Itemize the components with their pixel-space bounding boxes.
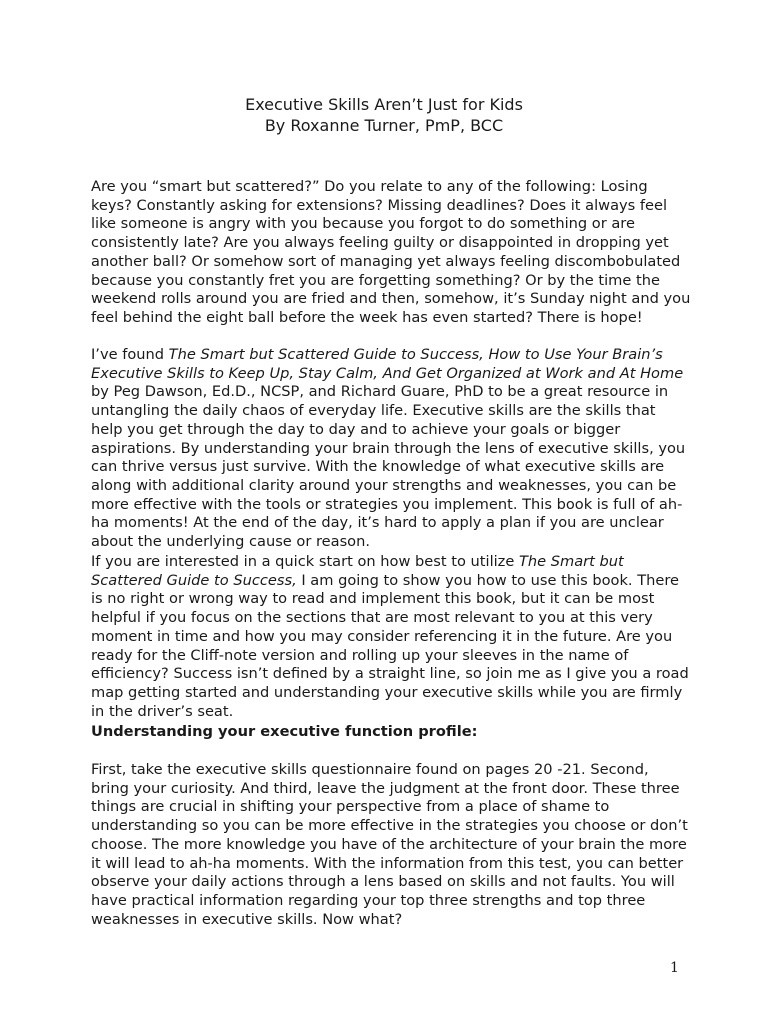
page-number: 1 xyxy=(670,960,679,976)
document-title: Executive Skills Aren’t Just for Kids xyxy=(245,95,523,114)
section-heading: Understanding your executive function profile: xyxy=(91,723,478,740)
author-byline: By Roxanne Turner, PmP, BCC xyxy=(264,116,504,135)
paragraph-book-intro xyxy=(91,346,691,552)
text-segment: I am going to show you how to use this book. There is no right or wrong way to read and implement this book, but it can be most helpful if you focus on the sections that are most relevant to you at this very moment in time and how you may consider referencing it in the future. Are you ready for the Cliff-note version and rolling up your sleeves in the name of efficiency? Success isn’t defined by a straight line, so join me as I give you a road map getting started and understanding your executive skills while you are firmly in the driver’s seat. xyxy=(91,571,689,720)
title-block xyxy=(0,94,768,136)
book-title-italic: The Smart but Scattered Guide to Success, xyxy=(91,553,624,589)
paragraph-quick-start xyxy=(91,553,691,721)
text-segment: If you are interested in a quick start on how best to utilize xyxy=(91,553,519,570)
paragraph-intro: Are you “smart but scattered?” Do you relate to any of the following: Losing keys? Constantly asking for extensions? Missing deadlines? Does it always feel like someone is angry with you because you forgot to do something or are consistently late? Are you always feeling guilty or disappointed in dropping yet another ball? Or somehow sort of managing yet always feeling discombobulated because you constantly fret you are forgetting something? Or by the time the weekend rolls around you are fried and then, somehow, it’s Sunday night and you feel behind the eight ball before the week has even started? There is hope! xyxy=(91,178,691,326)
paragraph-profile: First, take the executive skills questionnaire found on pages 20 -21. Second, bring your curiosity. And third, leave the judgment at the front door. These three things are crucial in shifting your perspective from a place of shame to understanding so you can be more effective in the strategies you choose or don’t choose. The more knowledge you have of the architecture of your brain the more it will lead to ah-ha moments. With the information from this test, you can better observe your daily actions through a lens based on skills and not faults. You will have practical information regarding your top three strengths and top three weaknesses in executive skills. Now what? xyxy=(91,761,688,928)
book-title-italic: The Smart but Scattered Guide to Success, How to Use Your Brain’s Executive Skills to Keep Up, Stay Calm, And Get Organized at Work and At Home xyxy=(91,346,684,382)
text-segment: I’ve found xyxy=(91,346,169,363)
text-segment: by Peg Dawson, Ed.D., NCSP, and Richard Guare, PhD to be a great resource in untangling the daily chaos of everyday life. Executive skills are the skills that help you get through the day to day and to achieve your goals or bigger aspirations. By understanding your brain through the lens of executive skills, you can thrive versus just survive. With the knowledge of what executive skills are along with additional clarity around your strengths and weaknesses, you can be more effective with the tools or strategies you implement. This book is full of ah-ha moments! At the end of the day, it’s hard to apply a plan if you are unclear about the underlying cause or reason. xyxy=(91,383,686,551)
